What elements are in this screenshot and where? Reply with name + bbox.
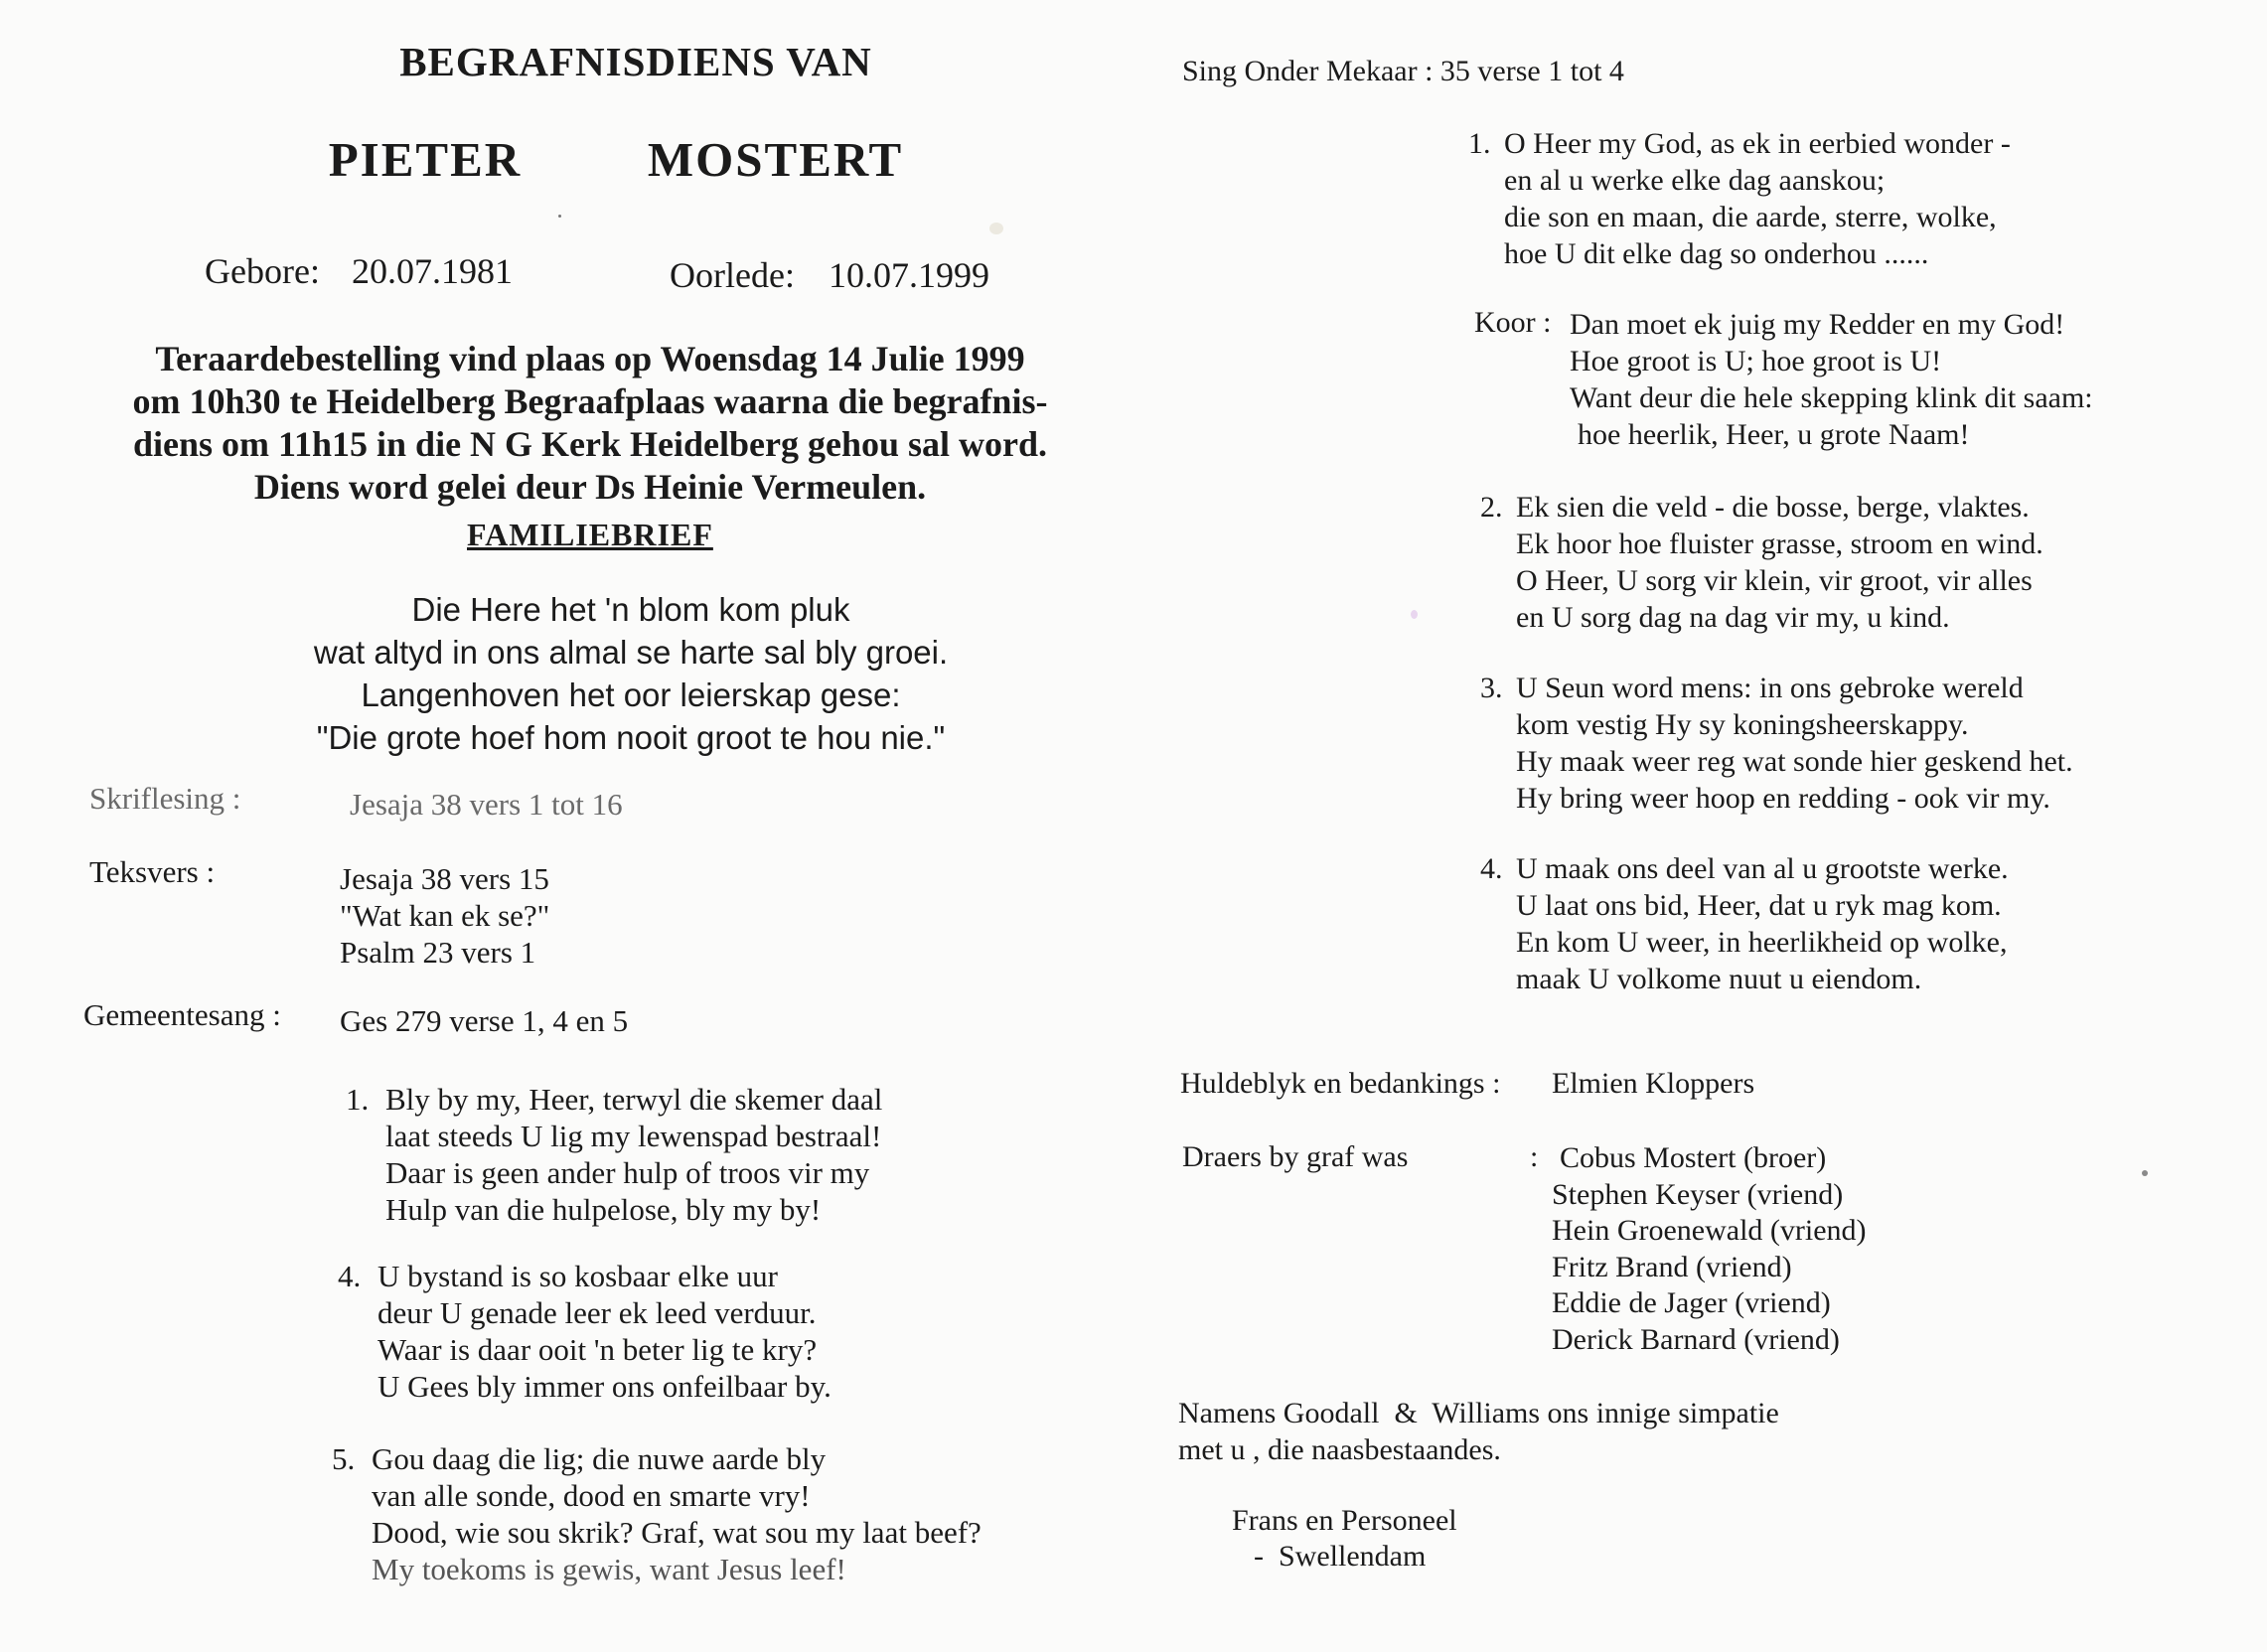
verse-line: die son en maan, die aarde, sterre, wolke,: [1504, 201, 1997, 233]
verse-line: Hy maak weer reg wat sonde hier geskend het.: [1516, 745, 2073, 778]
verse-line: van alle sonde, dood en smarte vry!: [372, 1478, 811, 1513]
verse-number: 5.: [332, 1441, 356, 1476]
died-label: Oorlede:: [670, 255, 795, 295]
verse-line: en al u werke elke dag aanskou;: [1504, 164, 1886, 197]
pallbearer-name: Cobus Mostert (broer): [1560, 1141, 1827, 1174]
song-verse-3: [1480, 670, 2195, 819]
notice-line: om 10h30 te Heidelberg Begraafplaas waarna die begrafnis-: [132, 381, 1048, 421]
pallbearer-name: Hein Groenewald (vriend): [1552, 1214, 1867, 1247]
signature-line-1: Frans en Personeel: [1232, 1504, 1457, 1537]
verse-line: U Gees bly immer ons onfeilbaar by.: [378, 1369, 831, 1404]
service-title: BEGRAFNISDIENS VAN: [399, 39, 872, 84]
hymn-verse-1: [346, 1081, 942, 1230]
verse-line: Ek sien die veld - die bosse, berge, vlaktes.: [1516, 491, 2030, 524]
scan-speck: [1411, 610, 1418, 619]
verse-line: Waar is daar ooit 'n beter lig te kry?: [378, 1332, 818, 1367]
sympathy-line: Namens Goodall & Williams ons innige simpatie: [1178, 1397, 1779, 1429]
poem-line: Die Here het 'n blom kom pluk: [411, 591, 850, 628]
verse-line: O Heer my God, as ek in eerbied wonder -: [1504, 127, 2011, 160]
verse-line: deur U genade leer ek leed verduur.: [378, 1295, 817, 1330]
chorus-line: Dan moet ek juig my Redder en my God!: [1570, 308, 2065, 341]
verse-line: U bystand is so kosbaar elke uur: [378, 1259, 778, 1293]
deceased-name: PIETER MOSTERT: [328, 132, 904, 187]
poem-line: wat altyd in ons almal se harte sal bly groei.: [313, 634, 949, 671]
congregation-song-value: Ges 279 verse 1, 4 en 5: [340, 1003, 629, 1038]
verse-number: 4.: [338, 1259, 362, 1293]
verse-line: kom vestig Hy sy koningsheerskappy.: [1516, 708, 1969, 741]
family-letter-poem: [0, 588, 1262, 759]
congregation-song-label: Gemeentesang :: [83, 997, 281, 1032]
sympathy-message: [1178, 1395, 1779, 1468]
scripture-reading-label: Skriflesing :: [89, 781, 241, 816]
verse-line: hoe U dit elke dag so onderhou ......: [1504, 237, 1929, 270]
hymn-verse-5: [332, 1440, 1067, 1589]
scan-speck: [558, 215, 561, 218]
verse-line: Daar is geen ander hulp of troos vir my: [385, 1155, 870, 1190]
poem-line: "Die grote hoef hom nooit groot te hou nie.": [316, 719, 946, 756]
verse-line: En kom U weer, in heerlikheid op wolke,: [1516, 926, 2008, 959]
verse-line: Dood, wie sou skrik? Graf, wat sou my laat beef?: [372, 1515, 982, 1550]
verse-line: laat steeds U lig my lewenspad bestraal!: [385, 1119, 882, 1153]
text-verse-line: Psalm 23 vers 1: [340, 935, 536, 970]
chorus-line: Want deur die hele skepping klink dit saam:: [1570, 381, 2093, 414]
tribute-label: Huldeblyk en bedankings :: [1180, 1067, 1501, 1100]
verse-line: en U sorg dag na dag vir my, u kind.: [1516, 601, 1950, 634]
family-letter-heading: FAMILIEBRIEF: [467, 517, 713, 552]
verse-number: 1.: [346, 1082, 370, 1117]
verse-line: U laat ons bid, Heer, dat u ryk mag kom.: [1516, 889, 2002, 922]
verse-line: maak U volkome nuut u eiendom.: [1516, 963, 1922, 995]
chorus-line: hoe heerlik, Heer, u grote Naam!: [1578, 418, 1970, 451]
notice-line: Teraardebestelling vind plaas op Woensdag 14 Julie 1999: [155, 339, 1025, 378]
pallbearers-list: [1552, 1140, 1867, 1358]
verse-line: My toekoms is gewis, want Jesus leef!: [372, 1552, 846, 1586]
text-verse-line: Jesaja 38 vers 15: [340, 861, 549, 896]
chorus-line: Hoe groot is U; hoe groot is U!: [1570, 345, 1942, 377]
tribute-name: Elmien Kloppers: [1552, 1067, 1755, 1100]
chorus-label: Koor :: [1474, 306, 1552, 339]
verse-number: 3.: [1480, 672, 1503, 704]
pallbearer-name: Stephen Keyser (vriend): [1552, 1177, 1844, 1211]
sympathy-line: met u , die naasbestaandes.: [1178, 1433, 1501, 1466]
verse-number: 1.: [1468, 127, 1491, 160]
pallbearer-name: Fritz Brand (vriend): [1552, 1250, 1792, 1283]
song-verse-4: [1480, 850, 2176, 999]
pallbearers-label: Draers by graf was: [1182, 1140, 1409, 1173]
song-verse-1: [1468, 125, 2164, 274]
hymn-verse-4: [338, 1258, 934, 1407]
poem-line: Langenhoven het oor leierskap gese:: [361, 676, 901, 713]
scan-speck: [2142, 1170, 2148, 1176]
burial-notice: [0, 338, 1180, 509]
verse-number: 4.: [1480, 852, 1503, 885]
pallbearer-name: Derick Barnard (vriend): [1552, 1322, 1840, 1356]
verse-line: Gou daag die lig; die nuwe aarde bly: [372, 1441, 827, 1476]
died-date: 10.07.1999: [829, 255, 989, 295]
text-verse-label: Teksvers :: [89, 854, 216, 889]
text-verse-line: "Wat kan ek se?": [340, 898, 550, 933]
born-label: Gebore:: [205, 251, 320, 291]
song-verse-2: [1480, 489, 2176, 638]
verse-line: U maak ons deel van al u grootste werke.: [1516, 852, 2009, 885]
notice-line: Diens word gelei deur Ds Heinie Vermeulen.: [253, 467, 927, 507]
scan-speck: [989, 223, 1003, 234]
verse-line: Ek hoor hoe fluister grasse, stroom en wind.: [1516, 527, 2043, 560]
pallbearer-name: Eddie de Jager (vriend): [1552, 1286, 1831, 1319]
born-date: 20.07.1981: [352, 251, 513, 291]
scripture-reading-value: Jesaja 38 vers 1 tot 16: [350, 787, 623, 822]
notice-line: diens om 11h15 in die N G Kerk Heidelberg gehou sal word.: [132, 424, 1048, 464]
verse-line: U Seun word mens: in ons gebroke wereld: [1516, 672, 2024, 704]
text-verse-list: [340, 860, 549, 971]
verse-number: 2.: [1480, 491, 1503, 524]
pallbearers-colon: :: [1530, 1140, 1539, 1173]
verse-line: Hy bring weer hoop en redding - ook vir my.: [1516, 782, 2050, 815]
sing-together-label: Sing Onder Mekaar : 35 verse 1 tot 4: [1182, 55, 1624, 87]
signature-line-2: - Swellendam: [1254, 1540, 1427, 1573]
verse-line: Hulp van die hulpelose, bly my by!: [385, 1192, 822, 1227]
verse-line: O Heer, U sorg vir klein, vir groot, vir alles: [1516, 564, 2033, 597]
chorus-lines: [1570, 306, 2093, 453]
verse-line: Bly by my, Heer, terwyl die skemer daal: [385, 1082, 883, 1117]
